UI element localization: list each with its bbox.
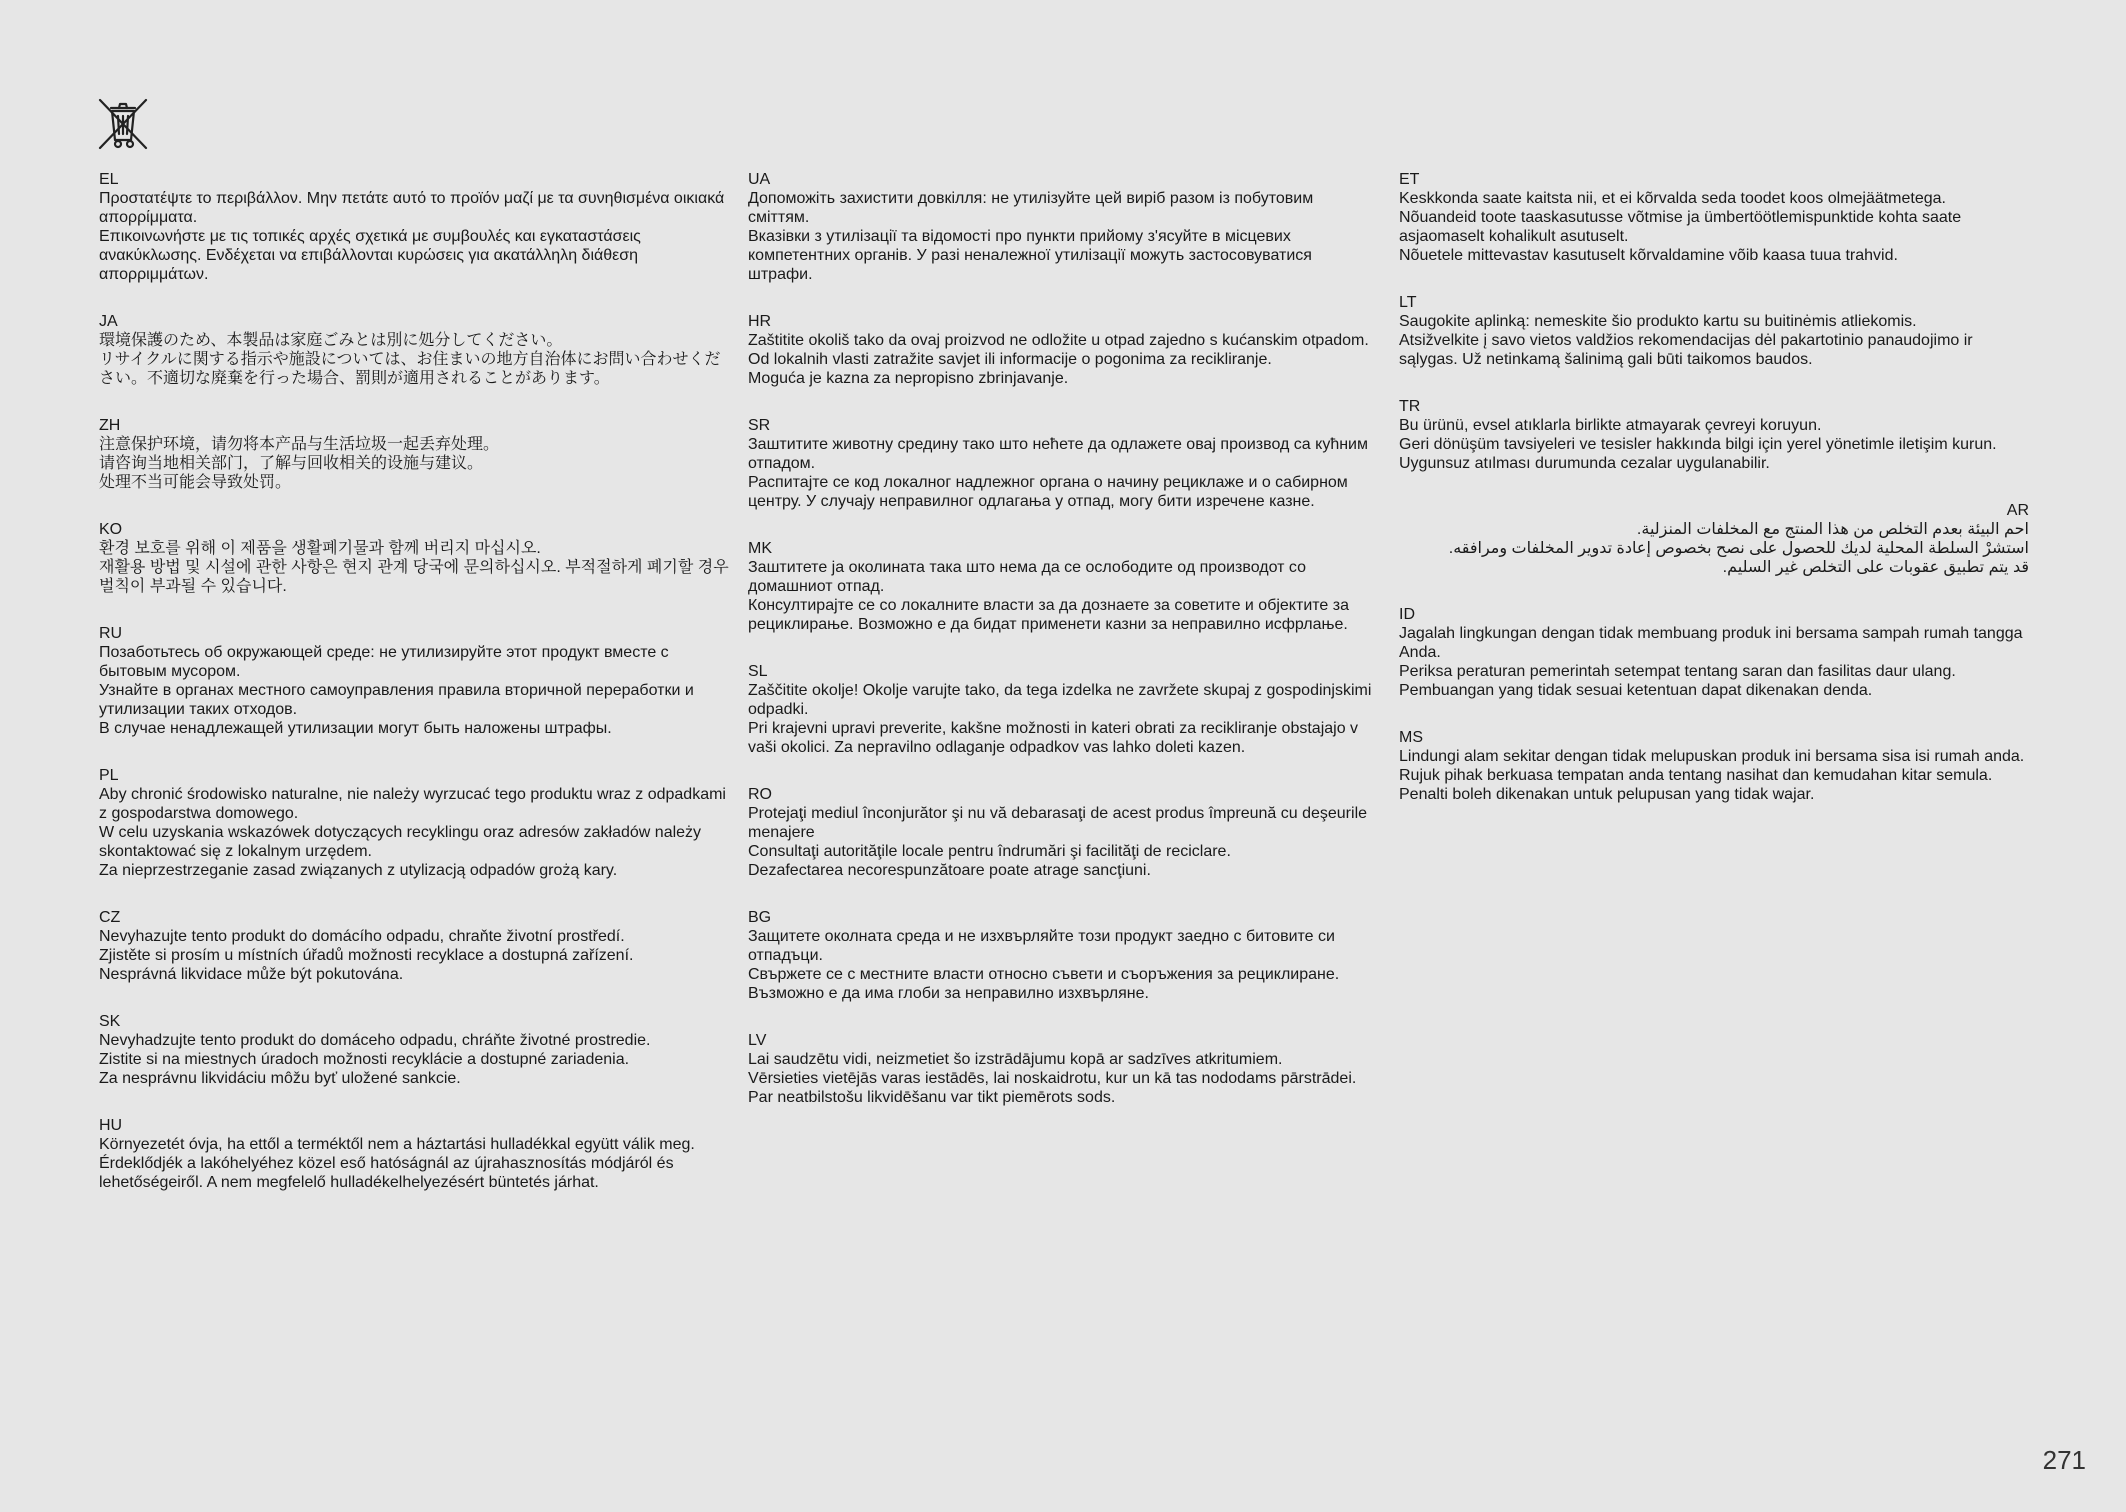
text-line: Узнайте в органах местного самоуправления правила вторичной переработки и утилизации таких отходов.	[99, 682, 694, 718]
text-line: Nõuandeid toote taaskasutusse võtmise ja ümbertöötlemispunktide kohta saate asjaomaselt kohalikult asutuselt.	[1399, 209, 1962, 245]
text-line: Lai saudzētu vidi, neizmetiet šo izstrādājumu kopā ar sadzīves atkritumiem.	[748, 1051, 1283, 1068]
language-code: ET	[1399, 171, 1420, 188]
language-code: HU	[99, 1117, 123, 1134]
text-line: Protejaţi mediul înconjurător şi nu vă debarasaţi de acest produs împreună cu deşeurile menajere	[748, 805, 1368, 841]
text-line: Od lokalnih vlasti zatražite savjet ili informacije o pogonima za recikliranje.	[748, 351, 1272, 368]
text-line: Za nieprzestrzeganie zasad związanych z utylizacją odpadów grożą kary.	[99, 862, 618, 879]
text-line: Geri dönüşüm tavsiyeleri ve tesisler hakkında bilgi için yerel yönetimle iletişim kurun. Uygunsuz atılması durumunda cezalar uygulanabilir.	[1399, 436, 1997, 472]
text-line: Zjistěte si prosím u místních úřadů možnosti recyklace a dostupná zařízení.	[99, 947, 634, 964]
text-line: Допоможіть захистити довкілля: не утилізуйте цей виріб разом із побутовим сміттям.	[748, 190, 1314, 226]
section-ru	[99, 624, 734, 738]
language-code: CZ	[99, 909, 121, 926]
crossed-out-wheelie-bin-icon	[98, 98, 148, 150]
language-code: BG	[748, 909, 772, 926]
section-cz	[99, 908, 734, 984]
text-line: Nesprávná likvidace může být pokutována.	[99, 966, 404, 983]
text-line: Вказівки з утилізації та відомості про пункти прийому з'ясуйте в місцевих компетентних органів. У разі неналежної утилізації можуть застосовуватися штрафи.	[748, 228, 1312, 283]
text-line: Pri krajevni upravi preverite, kakšne možnosti in kateri obrati za recikliranje obstajajo v vaši okolici. Za nepravilno odlaganje odpadkov vas lahko doleti kazen.	[748, 720, 1359, 756]
language-code: SK	[99, 1013, 121, 1030]
section-ua	[748, 170, 1378, 284]
text-line: Заштитите животну средину тако што нећете да одлажете овај производ са кућним отпадом.	[748, 436, 1368, 472]
section-tr	[1399, 397, 2029, 473]
text-line: Környezetét óvja, ha ettől a terméktől nem a háztartási hulladékkal együtt válik meg.	[99, 1136, 695, 1153]
text-line: リサイクルに関する指示や施設については、お住まいの地方自治体にお問い合わせください。不適切な廃棄を行った場合、罰則が適用されることがあります。	[99, 351, 721, 387]
text-line: Распитајте се код локалног надлежног органа о начину рециклаже и о сабирном центру. У случају неправилног одлагања у отпад, могу бити изречене казне.	[748, 474, 1348, 510]
text-line: Rujuk pihak berkuasa tempatan anda tentang nasihat dan kemudahan kitar semula. Penalti boleh dikenakan untuk pelupusan yang tidak wajar.	[1399, 767, 1993, 803]
text-line: Позаботьтесь об окружающей среде: не утилизируйте этот продукт вместе с бытовым мусором.	[99, 644, 669, 680]
text-line: قد يتم تطبيق عقوبات على التخلص غير السليم.	[1722, 559, 2029, 576]
section-et	[1399, 170, 2029, 265]
section-ro	[748, 785, 1378, 880]
section-hr	[748, 312, 1378, 388]
text-line: Zistite si na miestnych úradoch možnosti recyklácie a dostupné zariadenia.	[99, 1051, 630, 1068]
language-code: LT	[1399, 294, 1417, 311]
text-line: Επικοινωνήστε με τις τοπικές αρχές σχετικά με συμβουλές και εγκαταστάσεις ανακύκλωσης. Ενδέχεται να επιβάλλονται κυρώσεις για ακατάλληλη διάθεση απορριμμάτων.	[99, 228, 641, 283]
text-line: Zaščitite okolje! Okolje varujte tako, da tega izdelka ne zavržete skupaj z gospodinjskimi odpadki.	[748, 682, 1372, 718]
section-ko	[99, 520, 734, 596]
text-line: Aby chronić środowisko naturalne, nie należy wyrzucać tego produktu wraz z odpadkami z gospodarstwa domowego.	[99, 786, 726, 822]
text-line: 注意保护环境，请勿将本产品与生活垃圾一起丢弃处理。	[99, 436, 500, 453]
column-1	[99, 170, 734, 1220]
text-line: 環境保護のため、本製品は家庭ごみとは別に処分してください。	[99, 332, 563, 349]
language-code: ID	[1399, 606, 1415, 623]
section-zh	[99, 416, 734, 492]
text-line: Bu ürünü, evsel atıklarla birlikte atmayarak çevreyi koruyun.	[1399, 417, 1822, 434]
text-line: Érdeklődjék a lakóhelyéhez közel eső hatóságnál az újrahasznosítás módjáról és lehetőségeiről. A nem megfelelő hulladékelhelyezésért büntetés járhat.	[99, 1155, 674, 1191]
column-2	[748, 170, 1378, 1135]
section-sr	[748, 416, 1378, 511]
language-code: JA	[99, 313, 118, 330]
text-line: Moguća je kazna za nepropisno zbrinjavanje.	[748, 370, 1069, 387]
language-code: AR	[2006, 502, 2029, 519]
language-code: ZH	[99, 417, 121, 434]
text-line: Свържете се с местните власти относно съвети и съоръжения за рециклиране. Възможно е да има глоби за неправилно изхвърляне.	[748, 966, 1340, 1002]
text-line: احم البيئة بعدم التخلص من هذا المنتج مع المخلفات المنزلية.	[1636, 521, 2029, 538]
language-code: MK	[748, 540, 772, 557]
text-line: Защитете околната среда и не изхвърляйте този продукт заедно с битовите си отпадъци.	[748, 928, 1335, 964]
language-code: KO	[99, 521, 123, 538]
section-pl	[99, 766, 734, 880]
section-sl	[748, 662, 1378, 757]
text-line: Zaštitite okoliš tako da ovaj proizvod ne odložite u otpad zajedno s kućanskim otpadom.	[748, 332, 1369, 349]
language-code: EL	[99, 171, 119, 188]
language-code: SR	[748, 417, 771, 434]
text-line: 환경 보호를 위해 이 제품을 생활폐기물과 함께 버리지 마십시오.	[99, 540, 541, 557]
section-lv	[748, 1031, 1378, 1107]
language-code: TR	[1399, 398, 1421, 415]
text-line: В случае ненадлежащей утилизации могут быть наложены штрафы.	[99, 720, 612, 737]
text-line: 处理不当可能会导致处罚。	[99, 474, 292, 491]
text-line: Заштитете ја околината така што нема да се ослободите од производот со домашниот отпад.	[748, 559, 1306, 595]
text-line: Nõuetele mittevastav kasutuselt kõrvaldamine võib kaasa tuua trahvid.	[1399, 247, 1898, 264]
text-line: Nevyhazujte tento produkt do domácího odpadu, chraňte životní prostředí.	[99, 928, 625, 945]
language-code: MS	[1399, 729, 1423, 746]
section-ms	[1399, 728, 2029, 804]
text-line: Saugokite aplinką: nemeskite šio produkto kartu su buitinėmis atliekomis.	[1399, 313, 1917, 330]
text-line: W celu uzyskania wskazówek dotyczących recyklingu oraz adresów zakładów należy skontaktować się z lokalnym urzędem.	[99, 824, 702, 860]
text-line: 请咨询当地相关部门，了解与回收相关的设施与建议。	[99, 455, 484, 472]
text-line: Vērsieties vietējās varas iestādēs, lai noskaidrotu, kur un kā tas nododams pārstrādei. Par neatbilstošu likvidēšanu var tikt piemērots sods.	[748, 1070, 1357, 1106]
text-line: Za nesprávnu likvidáciu môžu byť uložené sankcie.	[99, 1070, 461, 1087]
text-line: Nevyhadzujte tento produkt do domáceho odpadu, chráňte životné prostredie.	[99, 1032, 651, 1049]
language-code: RU	[99, 625, 123, 642]
text-line: Jagalah lingkungan dengan tidak membuang produk ini bersama sampah rumah tangga Anda.	[1399, 625, 2023, 661]
section-bg	[748, 908, 1378, 1003]
language-code: LV	[748, 1032, 767, 1049]
text-line: Lindungi alam sekitar dengan tidak melupuskan produk ini bersama sisa isi rumah anda.	[1399, 748, 2025, 765]
language-code: SL	[748, 663, 768, 680]
language-code: PL	[99, 767, 119, 784]
text-line: Προστατέψτε το περιβάλλον. Μην πετάτε αυτό το προϊόν μαζί με τα συνηθισμένα οικιακά απορρίμματα.	[99, 190, 725, 226]
language-code: RO	[748, 786, 772, 803]
section-id	[1399, 605, 2029, 700]
section-hu	[99, 1116, 734, 1192]
section-sk	[99, 1012, 734, 1088]
text-line: استشرْ السلطة المحلية لديك للحصول على نصح بخصوص إعادة تدوير المخلفات ومرافقه.	[1448, 540, 2029, 557]
section-lt	[1399, 293, 2029, 369]
text-line: 재활용 방법 및 시설에 관한 사항은 현지 관계 당국에 문의하십시오. 부적절하게 폐기할 경우 벌칙이 부과될 수 있습니다.	[99, 559, 729, 595]
language-code: UA	[748, 171, 771, 188]
page-number: 271	[2042, 1445, 2086, 1475]
section-ar	[1399, 501, 2029, 577]
section-mk	[748, 539, 1378, 634]
section-ja	[99, 312, 734, 388]
column-3	[1399, 170, 2029, 832]
text-line: Консултирајте се со локалните власти за да дознаете за советите и објектите за рециклирање. Возможно е да бидат применети казни за неправилно исфрлање.	[748, 597, 1349, 633]
text-line: Periksa peraturan pemerintah setempat tentang saran dan fasilitas daur ulang. Pembuangan yang tidak sesuai ketentuan dapat dikenakan denda.	[1399, 663, 1956, 699]
text-line: Atsižvelkite į savo vietos valdžios rekomendacijas dėl pakartotinio panaudojimo ir sąlygas. Už netinkamą šalinimą gali būti taikomos baudos.	[1399, 332, 1973, 368]
text-line: Consultaţi autorităţile locale pentru îndrumări şi facilităţi de reciclare.	[748, 843, 1231, 860]
text-line: Keskkonda saate kaitsta nii, et ei kõrvalda seda toodet koos olmejäätmetega.	[1399, 190, 1946, 207]
language-code: HR	[748, 313, 772, 330]
text-line: Dezafectarea necorespunzătoare poate atrage sancţiuni.	[748, 862, 1151, 879]
section-el	[99, 170, 734, 284]
